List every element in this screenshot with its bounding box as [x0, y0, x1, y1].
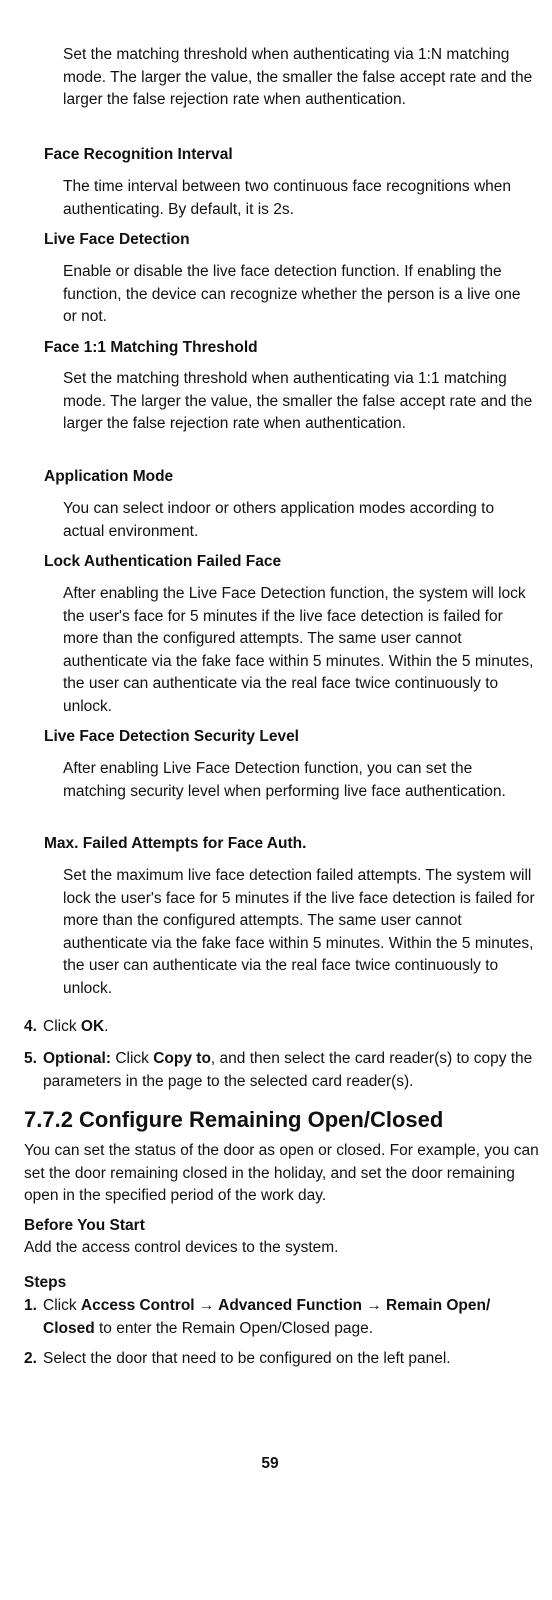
step-text: , and then select the card reader(s) to copy the parameters in the page to the selected card reader(s).: [43, 1050, 533, 1090]
step-number: 5.: [24, 1050, 37, 1067]
step-number: 4.: [24, 1018, 37, 1035]
param-heading: Application Mode: [44, 468, 174, 485]
param-description: After enabling the Live Face Detection function, the system will lock the user's face for 5 minutes if the live face detection is failed for more than the configured attempts. The same user cannot authenticate via the fake face within 5 minutes. Within the 5 minutes, the user can authenticate via the real face twice continuously to unlock.: [63, 585, 534, 715]
param-description: Set the maximum live face detection failed attempts. The system will lock the user's face for 5 minutes if the live face detection is failed for more than the configured attempts. The same user cannot authenticate via the fake face within 5 minutes. Within the 5 minutes, the user can authenticate via the real face twice continuously to unlock.: [63, 867, 535, 997]
param-heading: Face Recognition Interval: [44, 146, 233, 163]
step-item: [24, 1295, 540, 1340]
param-heading: Lock Authentication Failed Face: [44, 553, 282, 570]
page-number: 59: [261, 1455, 279, 1472]
param-description: Set the matching threshold when authenticating via 1:N matching mode. The larger the value, the smaller the false accept rate and the larger the false rejection rate when authentication.: [63, 46, 533, 108]
steps-label: Steps: [24, 1274, 67, 1291]
step-text: Click: [43, 1018, 81, 1035]
param-description: Enable or disable the live face detection function. If enabling the function, the device can recognize whether the person is a live one or not.: [63, 263, 521, 325]
param-heading: Max. Failed Attempts for Face Auth.: [44, 835, 307, 852]
step-text: .: [104, 1018, 109, 1035]
param-description: The time interval between two continuous face recognitions when authenticating. By default, it is 2s.: [63, 178, 512, 218]
step-item: [24, 1016, 540, 1039]
step-text: Select the door that need to be configured on the left panel.: [43, 1350, 451, 1367]
before-you-start-label: Before You Start: [24, 1217, 145, 1234]
step-number: 1.: [24, 1297, 37, 1314]
step-text: Click: [111, 1050, 154, 1067]
step-number: 2.: [24, 1350, 37, 1367]
step-item: [24, 1348, 540, 1371]
param-description: You can select indoor or others application modes according to actual environment.: [63, 500, 495, 540]
param-description: Set the matching threshold when authenticating via 1:1 matching mode. The larger the value, the smaller the false accept rate and the larger the false rejection rate when authentication.: [63, 370, 533, 432]
before-you-start-text: Add the access control devices to the system.: [24, 1239, 339, 1256]
section-heading: 7.7.2 Configure Remaining Open/Closed: [24, 1107, 444, 1132]
param-heading: Face 1:1 Matching Threshold: [44, 339, 258, 356]
param-description: After enabling Live Face Detection function, you can set the matching security level when performing live face authentication.: [63, 760, 506, 800]
param-heading: Live Face Detection Security Level: [44, 728, 299, 745]
param-heading: Live Face Detection: [44, 231, 190, 248]
step-ui-term: Access Control → Advanced Function → Remain Open/ Closed: [43, 1297, 491, 1337]
optional-label: Optional:: [43, 1050, 112, 1067]
step-ui-term: OK: [80, 1018, 105, 1035]
step-ui-term: Copy to: [153, 1050, 211, 1067]
step-text: to enter the Remain Open/Closed page.: [94, 1319, 373, 1337]
step-text: Click: [43, 1297, 81, 1314]
section-intro: You can set the status of the door as open or closed. For example, you can set the door remaining closed in the holiday, and set the door remaining open in the specified period of the work day.: [24, 1142, 539, 1204]
step-item: [24, 1048, 540, 1093]
